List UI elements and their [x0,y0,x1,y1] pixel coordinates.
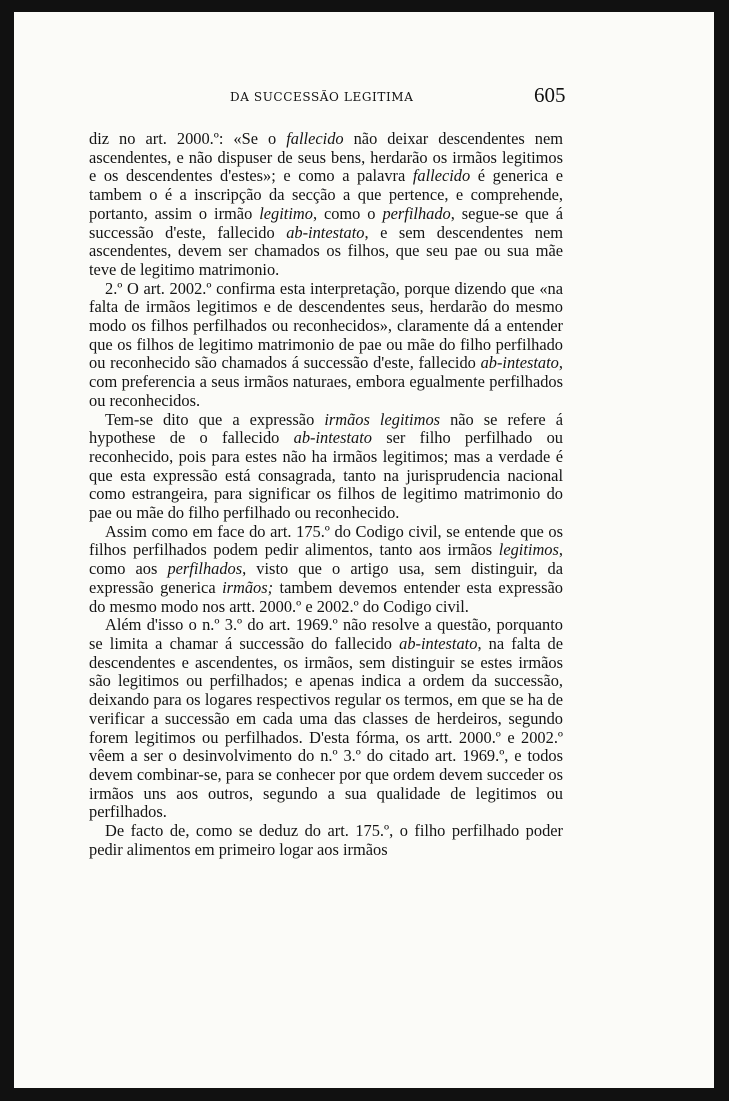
page-header [14,83,714,116]
paragraph: Assim como em face do art. 175.º do Codigo civil, se entende que os filhos perfilhados podem pedir alimentos, tanto aos irmãos legitimos, como aos perfilhados, visto que o artigo usa, sem distinguir, da expressão generica irmãos; tambem devemos entender esta expressão do mesmo modo nos artt. 2000.º e 2002.º do Codigo civil. [89,521,563,616]
running-title: DA SUCCESSÃO LEGITIMA [230,90,414,104]
paragraph: 2.º O art. 2002.º confirma esta interpretação, porque dizendo que «na falta de irmãos legitimos e de descendentes seus, herdarão do mesmo modo os filhos perfilhados ou reconhecidos», claramente dá a entender que os filhos de legitimo matrimonio de pae ou mãe do filho perfilhado ou reconhecido são chamados á successão d'este, fallecido ab-intestato, com preferencia a seus irmãos naturaes, embora egualmente perfilhados ou reconhecidos. [89,278,563,410]
body-text [89,130,563,859]
paragraph: De facto de, como se deduz do art. 175.º, o filho perfilhado poder pedir alimentos em primeiro logar aos irmãos [89,821,563,859]
book-page [14,12,714,1088]
paragraph: diz no art. 2000.º: «Se o fallecido não deixar descendentes nem ascendentes, e não dispuser de seus bens, herdarão os irmãos legitimos e os descendentes d'estes»; e como a palavra fallecido é generica e tambem o é a inscripção da secção a que pertence, e comprehende, portanto, assim o irmão legitimo, como o perfilhado, segue-se que á successão d'este, fallecido ab-intestato, e sem descendentes nem ascendentes, devem ser chamados os filhos, que seu pae ou sua mãe teve de legitimo matrimonio. [89,129,563,279]
paragraph: Tem-se dito que a expressão irmãos legitimos não se refere á hypothese de o fallecido ab-intestato ser filho perfilhado ou reconhecido, pois para estes não ha irmãos legitimos; mas a verdade é que esta expressão está consagrada, tanto na jurisprudencia nacional como estrangeira, para significar os filhos de legitimo matrimonio do pae ou mãe do filho perfilhado ou reconhecido. [89,409,564,523]
paragraph: Além d'isso o n.º 3.º do art. 1969.º não resolve a questão, porquanto se limita a chamar á successão do fallecido ab-intestato, na falta de descendentes e ascendentes, os irmãos, sem distinguir se estes irmãos são legitimos ou perfilhados; e apenas indica a ordem da successão, deixando para os logares respectivos regular os termos, em que se ha de verificar a successão em cada uma das classes de herdeiros, segundo forem legitimos ou perfilhados. D'esta fórma, os artt. 2000.º e 2002.º vêem a ser o desinvolvimento do n.º 3.º do citado art. 1969.º, e todos devem combinar-se, para se conhecer por que ordem devem succeder os irmãos uns aos outros, segundo a sua qualidade de legitimos ou perfilhados. [89,615,563,822]
page-number: 605 [534,83,566,107]
